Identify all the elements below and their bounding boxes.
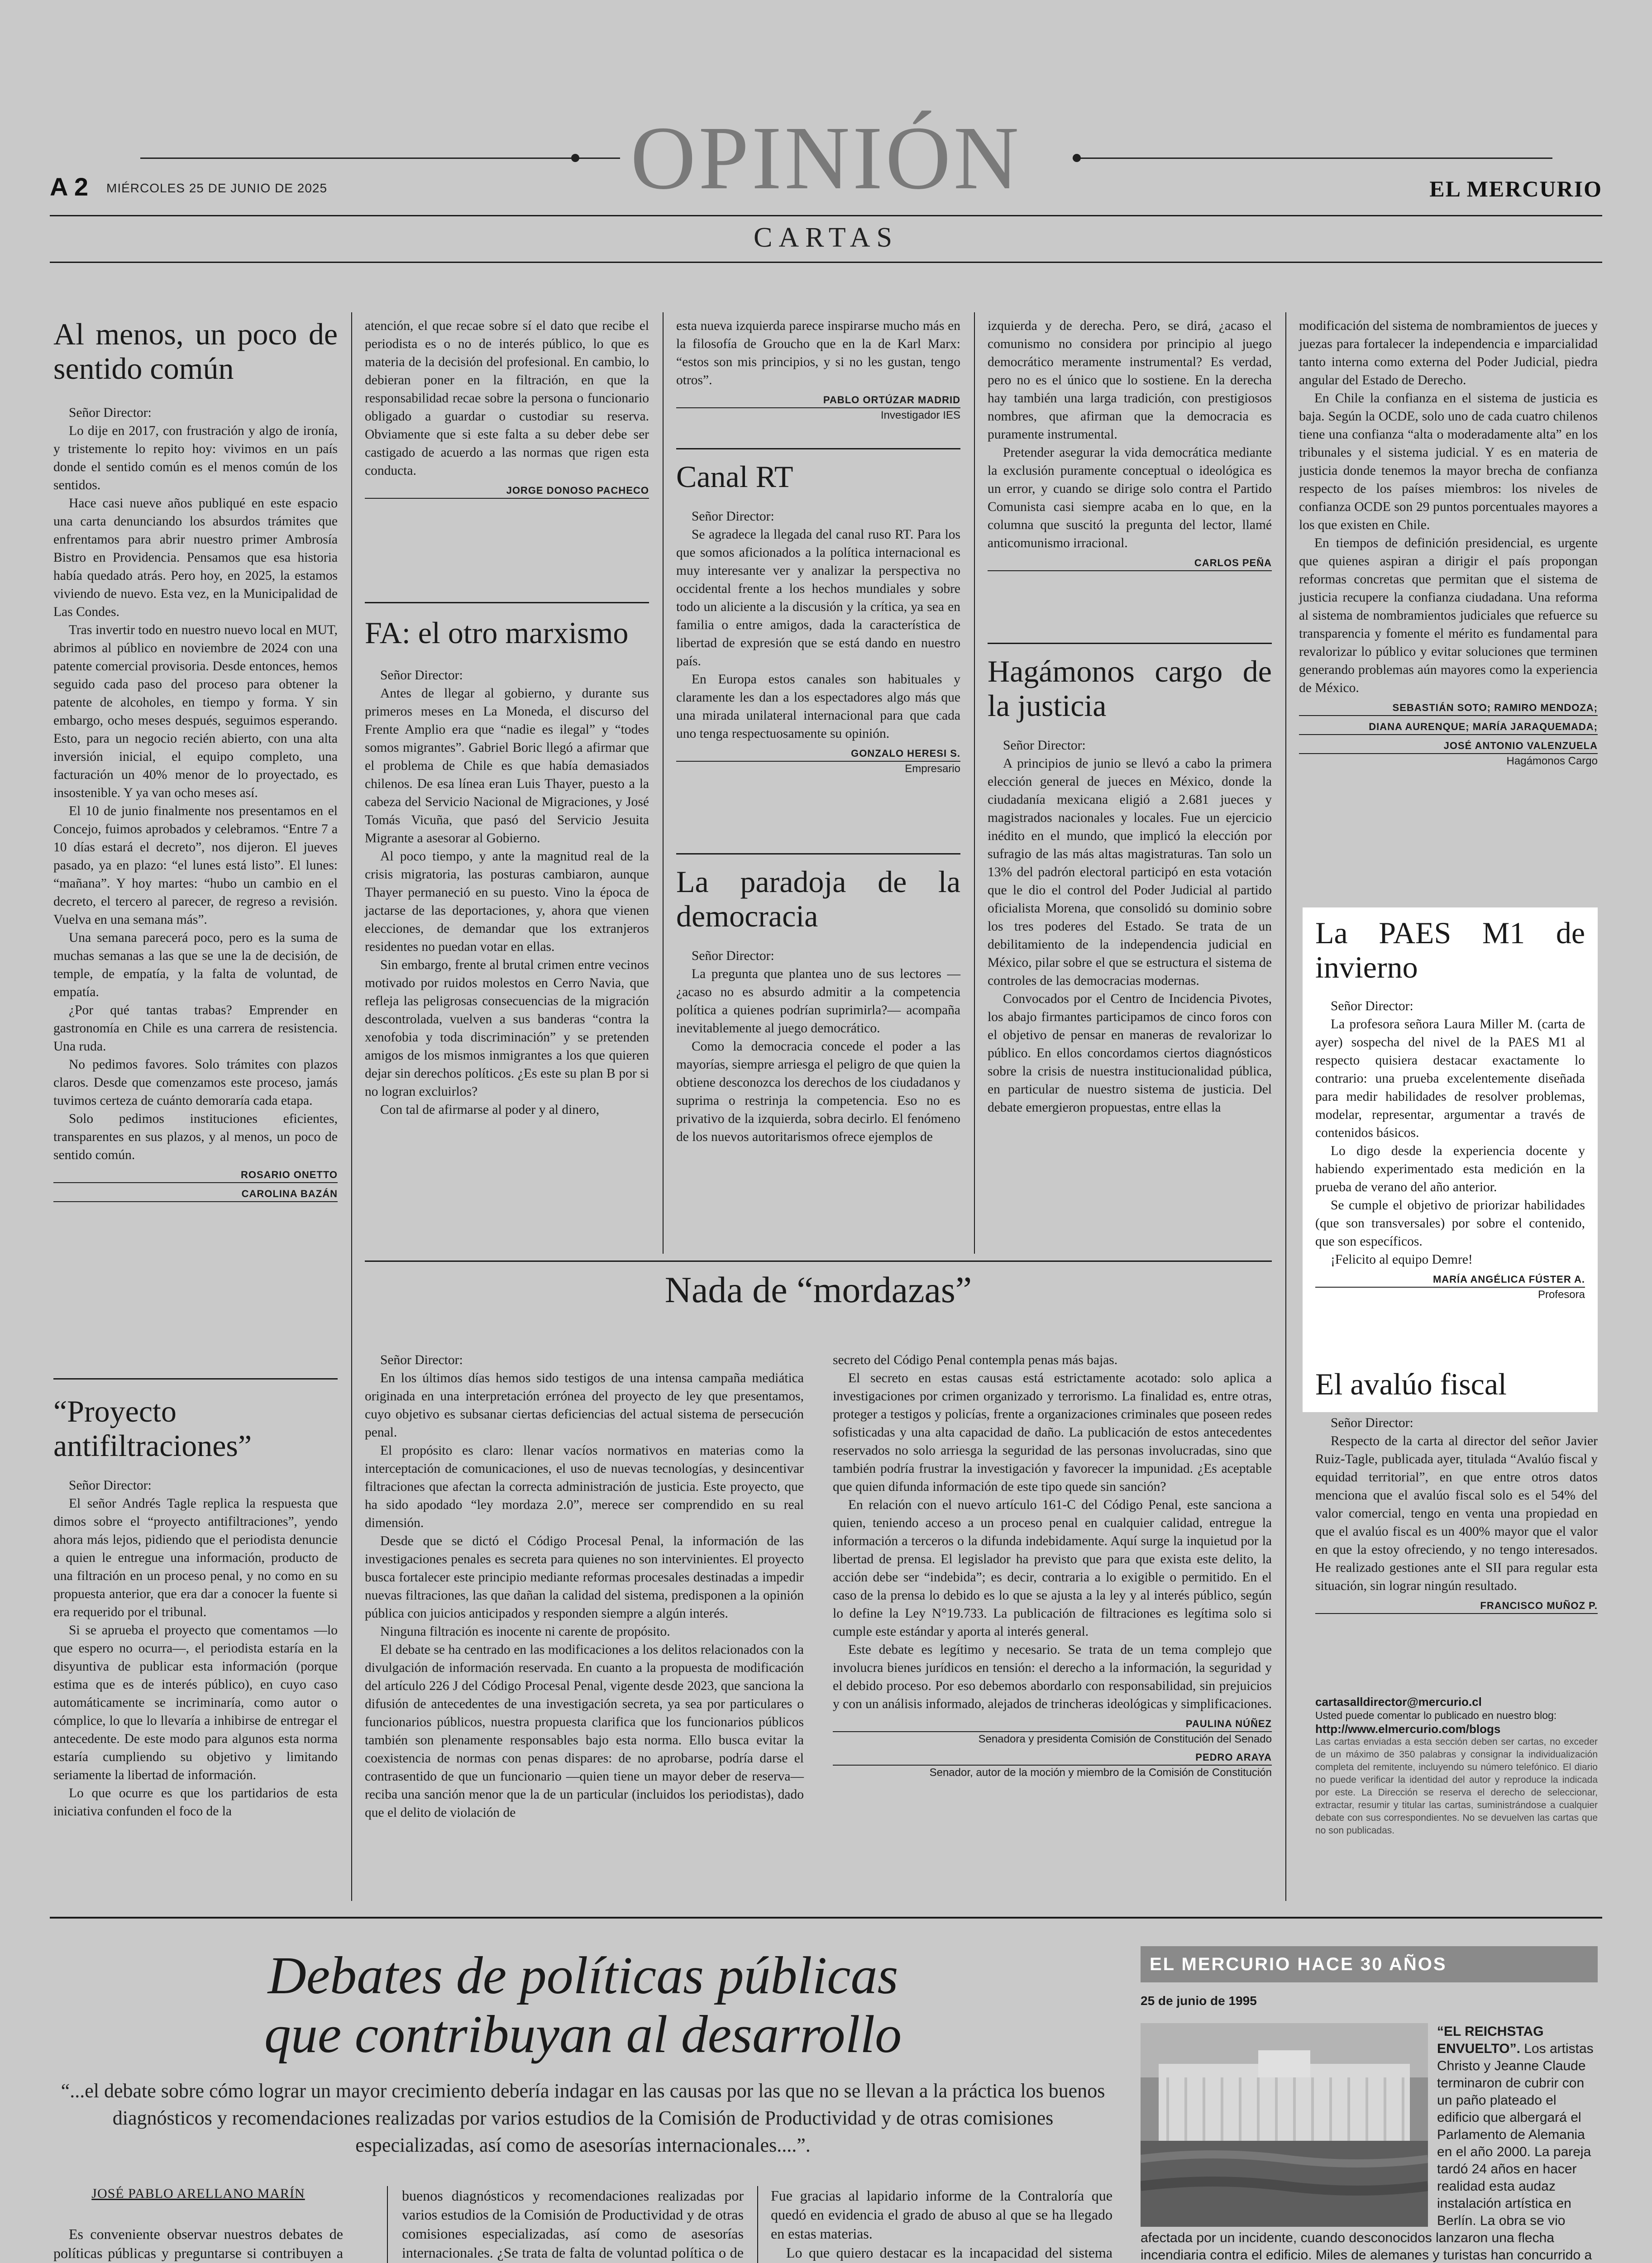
- hist-text: Los artistas Christo y Jeanne Claude terminaron de cubrir con un paño plateado el edificio que albergará el Parlamento de Alemania en el año 2000. La pareja tardó 24 años en hacer realidad esta audaz instalación artística en Berlín. La obra se vio afectada por un incidente, cuando desconocidos lanzaron una flecha incendiaria contra el edificio. Miles de alemanes y turistas han concurrido a: [1141, 2041, 1594, 2263]
- letter-paragraph: Solo pedimos instituciones eficientes, transparentes en sus plazos, y al menos, un poco de sentido común.: [53, 1112, 338, 1162]
- letter-salute: Señor Director:: [380, 1353, 463, 1367]
- editorial-col1-intro: [53, 2225, 343, 2263]
- letter-paragraph: Al poco tiempo, y ante la magnitud real de la crisis migratoria, las posturas cambiaron, aunque Thayer permaneció en su puesto. Vino la época de jactarse de las deportaciones, y, ahora que vienen elecciones, de demandar que los extranjeros residentes no puedan votar en ellas.: [365, 849, 649, 954]
- letter-signature: ROSARIO ONETTO: [53, 1168, 338, 1183]
- contact-email[interactable]: cartasalldirector@mercurio.cl: [1315, 1695, 1482, 1709]
- letter-paragraph: En Chile la confianza en el sistema de justicia es baja. Según la OCDE, solo uno de cada cuatro chilenos tiene una confianza “alta o moderadamente alta” en los tribunales y el sistema judicial. Y es en materia de justicia donde tenemos la mayor brecha de confianza respecto de los países miembros: los niveles de confianza OCDE son 29 puntos porcentuales mayores a los que existen en Chile.: [1299, 391, 1598, 532]
- letter-title: FA: el otro marxismo: [365, 616, 629, 650]
- page-number: A 2: [50, 172, 89, 201]
- letter-salute: Señor Director:: [380, 668, 463, 683]
- letter-paragraph: Tras invertir todo en nuestro nuevo local en MUT, abrimos al público en noviembre de 2024 con una patente comercial provisoria. Desde entonces, hemos seguido cada paso del proceso para obtener la patente de alcoholes, en tiempo y forma. Y sin embargo, ocho meses después, seguimos esperando. Esto, para un negocio recién abierto, con una alta inversión inicial, el equipo completo, una facturación un 40% menor de lo proyectado, es insostenible. Y ya van ocho meses así.: [53, 623, 338, 800]
- editorial-paragraph: Es conveniente observar nuestros debates de políticas públicas y preguntarse si contribuyen a: [53, 2226, 343, 2261]
- editorial-paragraph: buenos diagnósticos y recomendaciones realizadas por varios estudios de la Comisión de Productividad y de otras comisiones especializadas, así como de asesorías internacionales. ¿Se trata de falta de voluntad política o de: [402, 2187, 744, 2261]
- letter-paragraph: Una semana parecerá poco, pero es la suma de muchas semanas a las que se une la de decisión, de temple, de empatía, y la falta de voluntad, de empatía.: [53, 931, 338, 999]
- editorial-paragraph: Lo que quiero destacar es la incapacidad del sistema: [786, 2244, 1112, 2261]
- editorial-title: [53, 1946, 1112, 2064]
- masthead-left-rule: [140, 158, 620, 159]
- letter-fa: [365, 616, 649, 1119]
- letter-paragraph: Hace casi nueve años publiqué en este espacio una carta denunciando los absurdos trámites que enfrentamos para abrir nuestro primer Ambrosía Bistro en Providencia. Pensamos que esa historia había quedado atrás. Pero hoy, en 2025, la estamos viviendo de nuevo. Esta vez, en la Municipalidad de Las Condes.: [53, 496, 338, 619]
- newspaper-name: EL MERCURIO: [1429, 176, 1602, 201]
- letter-paragraph: El secreto en estas causas está estrictamente acotado: solo aplica a investigaciones por crimen organizado y terrorismo. La finalidad es, entre otras, proteger a testigos y policías, frente a organizaciones criminales que poseen redes sofisticadas y una alta capacidad de daño. La publicación de estos antecedentes reservados no solo arriesga la seguridad de las personas involucradas, sino que también podría frustrar la investigación y favorecer la impunidad. ¿Es aceptable que quien difunda información de este tipo quede sin sanción?: [833, 1371, 1272, 1494]
- letter-signature: MARÍA ANGÉLICA FÚSTER A.: [1315, 1272, 1585, 1288]
- letters-contact: [1315, 1695, 1598, 1837]
- letter-paragraph: En los últimos días hemos sido testigos de una intensa campaña mediática originada en una interpretación errónea del proyecto de ley que presentamos, cuyo objetivo es subsanar ciertas deficiencias del actual sistema de persecución penal.: [365, 1371, 804, 1440]
- contact-blog-link[interactable]: http://www.elmercurio.com/blogs: [1315, 1722, 1501, 1736]
- letter-paragraph: Sin embargo, frente al brutal crimen entre vecinos motivado por ruidos molestos en Cerro Navia, que refleja las peligrosas consecuencias de la migración descontrolada, vuelven a sus banderas “contra la xenofobia y toda discriminación” y se pretenden amigos de los mismos inmigrantes a los que quieren dejar sin derechos políticos. ¿Es este su plan B por si no logran excluirlos?: [365, 958, 649, 1099]
- subsection-rule: [50, 262, 1602, 263]
- letter-paragraph: Se cumple el objetivo de priorizar habilidades (que son transversales) por sobre el contenido, que son específicos.: [1315, 1198, 1585, 1249]
- letter-paragraph: Lo digo desde la experiencia docente y habiendo experimentado esta medición en la prueba de verano del año anterior.: [1315, 1144, 1585, 1194]
- hace30-band: EL MERCURIO HACE 30 AÑOS: [1141, 1946, 1598, 1982]
- photo-wrap-space: [1141, 2023, 1437, 2227]
- editorial-col2: [402, 2186, 744, 2263]
- editorial-title-line2: que contribuyan al desarrollo: [264, 2005, 902, 2064]
- letter-paragraph: En Europa estos canales son habituales y claramente les dan a los espectadores algo más que una mirada unilateral internacional para que cada uno tenga respectuosamente su opinión.: [676, 672, 960, 741]
- letter-paragraph: secreto del Código Penal contempla penas más bajas.: [833, 1353, 1118, 1367]
- letter-paragraph: Desde que se dictó el Código Procesal Penal, la información de las investigaciones penales es secreta para quienes no son intervinientes. El proyecto busca fortalecer este principio mediante reformas procesales destinadas a impedir nuevas filtraciones, las que dañan la calidad del sistema, predisponen a la opinión pública con juicios anticipados y responden siempre a algún interés.: [365, 1534, 804, 1621]
- letter-signature: PABLO ORTÚZAR MADRID: [676, 393, 960, 408]
- hace30-date: 25 de junio de 1995: [1141, 1994, 1257, 2008]
- letter-paradoja-continued: [988, 317, 1272, 571]
- letter-title: “Proyecto antifiltraciones”: [53, 1394, 252, 1463]
- letter-paragraph: Respecto de la carta al director del señor Javier Ruiz-Tagle, publicada ayer, titulada “Avalúo fiscal y equidad territorial”, en que entre otros datos menciona que el avalúo fiscal solo es el 54% del valor comercial, tengo en venta una propiedad en que el avalúo fiscal es un 400% mayor que el valor en que la estoy ofreciendo, y no tengo interesados. He realizado gestiones ante el SII para regular esta situación, sin lograr ningún resultado.: [1315, 1434, 1598, 1593]
- letter-paragraph: Se agradece la llegada del canal ruso RT. Para los que somos aficionados a la política internacional es muy interesante ver y analizar la perspectiva no occidental frente a los hechos mundiales y sobre todo un aliciente a la discusión y la crítica, ya sea en familia o entre amigos, dada la característica de libertad de expresión que se está dando en nuestro país.: [676, 527, 960, 668]
- letter-signature-role: Senadora y presidenta Comisión de Constitución del Senado: [978, 1733, 1272, 1745]
- editorial-title-line1: Debates de políticas públicas: [267, 1946, 898, 2005]
- letter-title: Al menos, un poco de sentido común: [53, 317, 338, 386]
- letter-salute: Señor Director:: [1331, 1416, 1413, 1430]
- masthead-left-dot: [571, 154, 579, 162]
- letter-paragraph: Lo que ocurre es que los partidarios de esta iniciativa confunden el foco de la: [53, 1786, 338, 1819]
- column-rule: [1285, 312, 1286, 1901]
- letter-mordazas-col2: [833, 1351, 1272, 1780]
- mordazas-title: Nada de “mordazas”: [664, 1269, 972, 1310]
- column-divider: [988, 643, 1272, 644]
- letter-paragraph: atención, el que recae sobre sí el dato que recibe el periodista es o no de interés público, lo que es materia de la decisión del profesional. En cambio, lo debieran poner en la filtración, en que la responsabilidad recae sobre la persona o funcionario obligado a guardar o custodiar su reserva. Obviamente que si este falta a su deber debe ser castigado de acuerdo a las normas que rigen esta conducta.: [365, 319, 649, 478]
- letter-salute: Señor Director:: [692, 509, 774, 524]
- letter-signature-role: Hagámonos Cargo: [1506, 755, 1598, 767]
- letter-paragraph: Como la democracia concede el poder a las mayorías, siempre arriesga el peligro de que quien la obtiene desconozca los derechos de los ciudadanos y suprima o restrinja la competencia. Eso no es privativo de la izquierda, sobra decirlo. El fenómeno de los nuevos autoritarismos ofrece ejemplos de: [676, 1039, 960, 1144]
- letter-paragraph: Ninguna filtración es inocente ni carente de propósito.: [380, 1624, 670, 1639]
- page-date: MIÉRCOLES 25 DE JUNIO DE 2025: [106, 181, 328, 195]
- letter-title: Hagámonos cargo de la justicia: [988, 654, 1272, 723]
- letter-paragraph: izquierda y de derecha. Pero, se dirá, ¿acaso el comunismo no considera por principio al juego democrático meramente instrumental? Es verdad, pero no es el único que lo sostiene. En la derecha hay también una larga tradición, con prestigiosos nombres, que afirman que la democracia es puramente instrumental.: [988, 319, 1272, 442]
- mordazas-top-rule: [365, 1260, 1272, 1262]
- letter-signature-role: Empresario: [905, 763, 960, 775]
- editorial-col3: [771, 2186, 1112, 2263]
- letter-paragraph: Convocados por el Centro de Incidencia Pivotes, los abajo firmantes participamos de cinco foros con el objetivo de pensar en maneras de revalorizar lo público. En ellos concordamos ciertos diagnósticos sobre la crisis de nuestra institucionalidad pública, en particular de nuestro sistema de justicia. Del debate emergieron propuestas, entre ellas la: [988, 992, 1272, 1115]
- hace30-reichstag: [1141, 2023, 1598, 2263]
- column-rule: [974, 312, 975, 1254]
- column-rule: [387, 2186, 388, 2263]
- contact-rules: Las cartas enviadas a esta sección deben ser cartas, no exceder de un máximo de 350 palabras y consignar la individualización completa del remitente, incluyendo su número telefónico. El diario no puede verificar la identidad del autor y reproduce la indicada por este. La Dirección se reserva el derecho de seleccionar, extractar, resumir y titular las cartas, suministrándose a cualquier debate con sus correspondientes. No se devuelven las cartas que no son publicadas.: [1315, 1737, 1598, 1836]
- letter-paragraph: El señor Andrés Tagle replica la respuesta que dimos sobre el “proyecto antifiltraciones”, yendo ahora más lejos, pidiendo que el periodista denuncie a quien le entregue una información, producto de una filtración en un proceso penal, y no como en su propuesta anterior, que era dar a conocer la fuente si era requerido por el tribunal.: [53, 1496, 338, 1619]
- letter-paragraph: El 10 de junio finalmente nos presentamos en el Concejo, fuimos aprobados y celebramos. “Entre 7 a 10 días estará el decreto”, nos dijeron. El jueves pasado, ya en plazo: “el lunes está listo”. El lunes: “mañana”. Y hoy martes: “hubo un cambio en el decreto, el tercero al parecer, de regreso a revisión. Vuelva en una semana más”.: [53, 804, 338, 927]
- letter-paragraph: Antes de llegar al gobierno, y durante sus primeros meses en La Moneda, el discurso del Frente Amplio era que “nadie es ilegal” y “todes somos migrantes”. Gabriel Boric llegó a afirmar que el problema de Chile es que había demasiados chilenos. De esa línea eran Luis Thayer, puesto a la cabeza del Servicio Nacional de Migraciones, y José Tomás Vicuña, que pasó del Servicio Jesuita Migrante a asesorar al Gobierno.: [365, 686, 649, 845]
- letter-title: Canal RT: [676, 459, 793, 494]
- letter-fa-continued: [676, 317, 960, 423]
- column-divider: [53, 1378, 338, 1380]
- letter-mordazas-col1: [365, 1351, 804, 1822]
- masthead-right-rule: [1073, 158, 1552, 159]
- letter-paragraph: En relación con el nuevo artículo 161-C del Código Penal, este sanciona a quien, teniendo acceso a un proceso penal en cualquier calidad, entregue la información a terceros o la difunda indebidamente. Aquí surge la inquietud por la libertad de prensa. El legislador ha previsto que para que exista este delito, la acción debe ser “indebida”; es decir, contraria a lo exigible o permitido. En el caso de la prensa lo debido es lo que se ajusta a la ley y al interés público, según lo define la Ley N°19.733. La publicación de filtraciones es legítima solo si cumple este estándar y aporta al interés general.: [833, 1498, 1272, 1639]
- hist-title: “EL REICHSTAG ENVUELTO”.: [1437, 2024, 1544, 2056]
- letter-paragraph: modificación del sistema de nombramientos de jueces y juezas para fortalecer la independencia e imparcialidad tanto interna como externa del Poder Judicial, piedra angular del Estado de Derecho.: [1299, 319, 1598, 387]
- letter-canal-rt: [676, 459, 960, 776]
- letter-paragraph: ¡Felicito al equipo Demre!: [1331, 1252, 1473, 1267]
- column-divider: [676, 448, 960, 449]
- letter-paragraph: El propósito es claro: llenar vacíos normativos en materias como la interceptación de comunicaciones, el uso de nuevas tecnologías, y desincentivar filtraciones que afectan la correcta administración de justicia. Este proyecto, que ha sido apodado “ley mordaza 2.0”, merece ser comprendido en su real dimensión.: [365, 1443, 804, 1530]
- letter-justicia-continued: [1299, 317, 1598, 769]
- letter-signature-role: Investigador IES: [880, 409, 960, 421]
- letter-paragraph: La profesora señora Laura Miller M. (carta de ayer) sospecha del nivel de la PAES M1 al respecto quisiera destacar exactamente lo contrario: una prueba excelentemente diseñada para medir habilidades de resolver problemas, modelar, representar, argumentar a través de contenidos básicos.: [1315, 1017, 1585, 1140]
- letter-antifiltraciones: [53, 1394, 338, 1820]
- section-title: OPINIÓN: [630, 108, 1022, 208]
- letter-signature: CARLOS PEÑA: [988, 556, 1272, 571]
- letter-justicia: [988, 654, 1272, 1117]
- letter-signature: CAROLINA BAZÁN: [53, 1187, 338, 1202]
- letter-avaluo: [1315, 1367, 1598, 1614]
- letter-paragraph: A principios de junio se llevó a cabo la primera elección general de jueces en México, donde la ciudadanía mexicana eligió a 2.681 jueces y magistrados nacionales y locales. Fue un ejercicio inédito en el mundo, que implicó la elección por sufragio de las más altas magistraturas. Tan solo un 13% del padrón electoral participó en esta votación que le dio el control del Poder Judicial al partido oficialista Morena, que consolidó su dominio sobre los tres poderes del Estado. Se trata de un debilitamiento de la independencia judicial en México, pilar sobre el que se estructura el sistema de controles de las democracias modernas.: [988, 756, 1272, 988]
- paes-letter-box: [1303, 907, 1598, 1412]
- masthead: [50, 104, 1602, 276]
- editorial-quote: “...el debate sobre cómo lograr un mayor crecimiento debería indagar en las causas por las que no se llevan a la práctica los buenos diagnósticos y recomendaciones realizadas por varios estudios de la Comisión de Productividad y de otras comisiones especializadas, así como de asesorías internacionales....”.: [61, 2080, 1105, 2156]
- letter-signature: SEBASTIÁN SOTO; RAMIRO MENDOZA;: [1299, 701, 1598, 716]
- letter-paragraph: Con tal de afirmarse al poder y al dinero,: [380, 1103, 600, 1117]
- letter-paragraph: En tiempos de definición presidencial, es urgente que quienes aspiran a dirigir el país propongan reformas concretas que permitan que el sistema de justicia recupere la confianza ciudadana. Una reforma al sistema de nombramientos judiciales que refuerce su transparencia y fomente el mérito es fundamental para revalorizar lo público y evitar soluciones que terminen generando problemas aún mayores como la experiencia de México.: [1299, 536, 1598, 695]
- letter-poco-sentido: [53, 317, 338, 1202]
- letter-signature: PEDRO ARAYA: [833, 1750, 1272, 1766]
- letter-paragraph: Este debate es legítimo y necesario. Se trata de un tema complejo que involucra bienes jurídicos en tensión: el derecho a la información, la seguridad y el debido proceso. Por eso debemos abordarlo con responsabilidad, sin prejuicios y con un análisis informado, alejados de trincheras ideológicas y simplificaciones.: [833, 1642, 1272, 1711]
- contact-blog-note: Usted puede comentar lo publicado en nuestro blog:: [1315, 1709, 1557, 1721]
- letter-signature: DIANA AURENQUE; MARÍA JARAQUEMADA;: [1299, 720, 1598, 735]
- letter-salute: Señor Director:: [692, 949, 774, 963]
- letter-title: La paradoja de la democracia: [676, 864, 960, 933]
- letter-salute: Señor Director:: [69, 1478, 152, 1493]
- letter-poco-sentido-continued: [365, 317, 649, 499]
- letter-paragraph: El debate se ha centrado en las modificaciones a los delitos relacionados con la divulgación de información reservada. En cuanto a la propuesta de modificación del artículo 226 J del Código Procesal Penal, vigente desde 2023, que sanciona la difusión de antecedentes de una investigación secreta, ya sea por particulares o funcionarios públicos, nuestra propuesta clarifica que los funcionarios públicos también son plenamente responsables bajo esta norma. Ello busca evitar la coexistencia de normas con penas dispares: de no aprobarse, podría darse el contrasentido de que un funcionario —quien tiene un mayor deber de reserva— reciba una sanción menor que la de un particular (incluidos los periodistas), dado que el delito de violación de: [365, 1642, 804, 1820]
- bottom-section-rule: [50, 1917, 1602, 1919]
- letter-salute: Señor Director:: [69, 406, 152, 420]
- column-divider: [365, 602, 649, 603]
- column-rule: [663, 312, 664, 1254]
- letter-paragraph: La pregunta que plantea uno de sus lectores —¿acaso no es absurdo admitir a la competencia política a quienes podrían suprimirla?— acompaña inevitablemente al juego democrático.: [676, 967, 960, 1036]
- letter-paragraph: Pretender asegurar la vida democrática mediante la exclusión puramente conceptual o ideológica es un error, y cuando se dirige solo contra el Partido Comunista casi siempre acaba en lo que, en la columna que suscitó la pregunta del lector, llamé anticomunismo irracional.: [988, 445, 1272, 550]
- column-divider: [676, 853, 960, 855]
- masthead-right-dot: [1073, 154, 1081, 162]
- letter-paragraph: Si se aprueba el proyecto que comentamos —lo que espero no ocurra—, el periodista estaría en la disyuntiva de publicar esta información (porque estima que es de interés público), en cuyo caso automáticamente se incriminaría, como autor o cómplice, lo que lo llevaría a inhibirse de entregar el antecedente. De este modo para algunos esta norma estaría cumpliendo su objetivo y limitando seriamente la libertad de información.: [53, 1623, 338, 1782]
- letter-salute: Señor Director:: [1331, 999, 1413, 1013]
- letter-signature: GONZALO HERESI S.: [676, 746, 960, 762]
- editorial-paragraph: Fue gracias al lapidario informe de la Contraloría que quedó en evidencia el grado de abuso al que se ha llegado en estas materias.: [771, 2187, 1112, 2242]
- letter-title: El avalúo fiscal: [1315, 1367, 1507, 1401]
- letter-paragraph: ¿Por qué tantas trabas? Emprender en gastronomía en Chile es una carrera de resistencia. Una ruda.: [53, 1003, 338, 1054]
- letter-paragraph: esta nueva izquierda parece inspirarse mucho más en la filosofía de Groucho que en la de Karl Marx: “estos son mis principios, y si no les gustan, tengo otros”.: [676, 319, 960, 387]
- letter-signature: JORGE DONOSO PACHECO: [365, 483, 649, 499]
- letter-signature: FRANCISCO MUÑOZ P.: [1315, 1599, 1598, 1614]
- subsection-title: CARTAS: [754, 222, 898, 253]
- header-rule: [50, 215, 1602, 216]
- letter-paradoja: [676, 864, 960, 1146]
- column-rule: [757, 2186, 758, 2263]
- letter-signature: JOSÉ ANTONIO VALENZUELA: [1299, 739, 1598, 754]
- letter-title: La PAES M1 de invierno: [1315, 916, 1585, 984]
- letter-signature-role: Profesora: [1537, 1289, 1585, 1301]
- letter-paragraph: Lo dije en 2017, con frustración y algo de ironía, y tristemente lo repito hoy: vivimos en un país donde el sentido común es el menos común de los sentidos.: [53, 424, 338, 492]
- letter-paragraph: No pedimos favores. Solo trámites con plazos claros. Desde que comenzamos este proceso, jamás tuvimos certeza de cuánto demoraría cada etapa.: [53, 1057, 338, 1108]
- column-rule: [351, 312, 352, 1901]
- letter-salute: Señor Director:: [1003, 738, 1086, 753]
- letter-signature-role: Senador, autor de la moción y miembro de la Comisión de Constitución: [929, 1766, 1272, 1779]
- letter-signature: PAULINA NÚÑEZ: [833, 1717, 1272, 1732]
- editorial-author: JOSÉ PABLO ARELLANO MARÍN: [91, 2186, 305, 2201]
